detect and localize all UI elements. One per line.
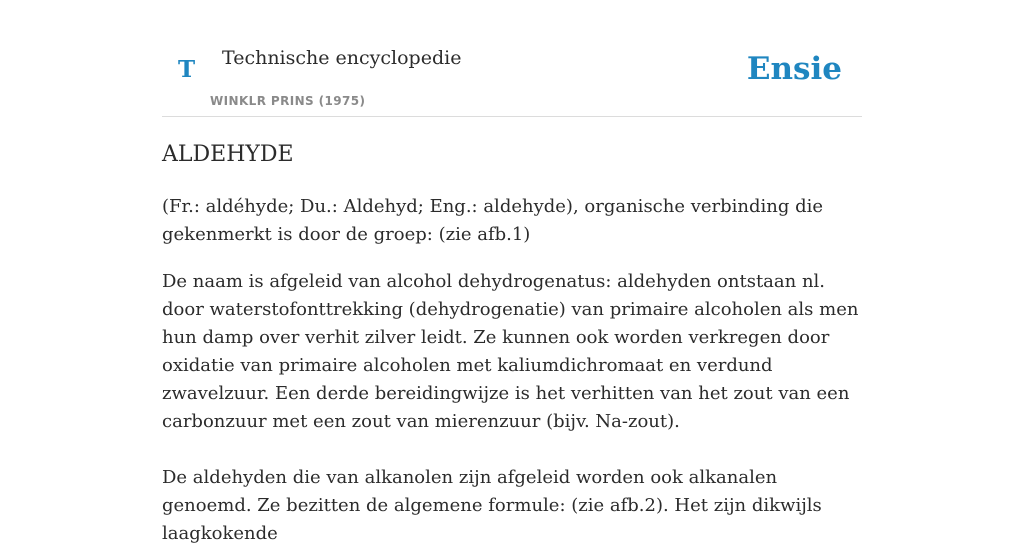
site-header xyxy=(162,0,862,117)
article-heading: ALDEHYDE xyxy=(162,142,294,167)
brand-logo[interactable]: Ensie xyxy=(746,51,842,87)
encyclopedia-subtitle: WINKLR PRINS (1975) xyxy=(210,94,366,108)
article-body xyxy=(162,140,862,548)
encyclopedia-logo[interactable]: T xyxy=(178,56,196,83)
article-paragraph: De aldehyden die van alkanolen zijn afgeleid worden ook alkanalen genoemd. Ze bezitten de algemene formule: (zie afb.2). Het zijn dikwijls laagkokende xyxy=(162,467,822,544)
encyclopedia-title[interactable]: Technische encyclopedie xyxy=(222,47,462,69)
article-paragraph: De naam is afgeleid van alcohol dehydrogenatus: aldehyden ontstaan nl. door waterstofonttrekking (dehydrogenatie) van primaire alcoholen als men hun damp over verhit zilver leidt. Ze kunnen ook worden verkregen door oxidatie van primaire alcoholen met kaliumdichromaat en verdund zwavelzuur. Een derde bereidingwijze is het verhitten van het zout van een carbonzuur met een zout van mierenzuur (bijv. Na-zout). xyxy=(162,271,859,432)
article-paragraph: (Fr.: aldéhyde; Du.: Aldehyd; Eng.: aldehyde), organische verbinding die gekenmerkt is door de groep: (zie afb.1) xyxy=(162,196,824,245)
